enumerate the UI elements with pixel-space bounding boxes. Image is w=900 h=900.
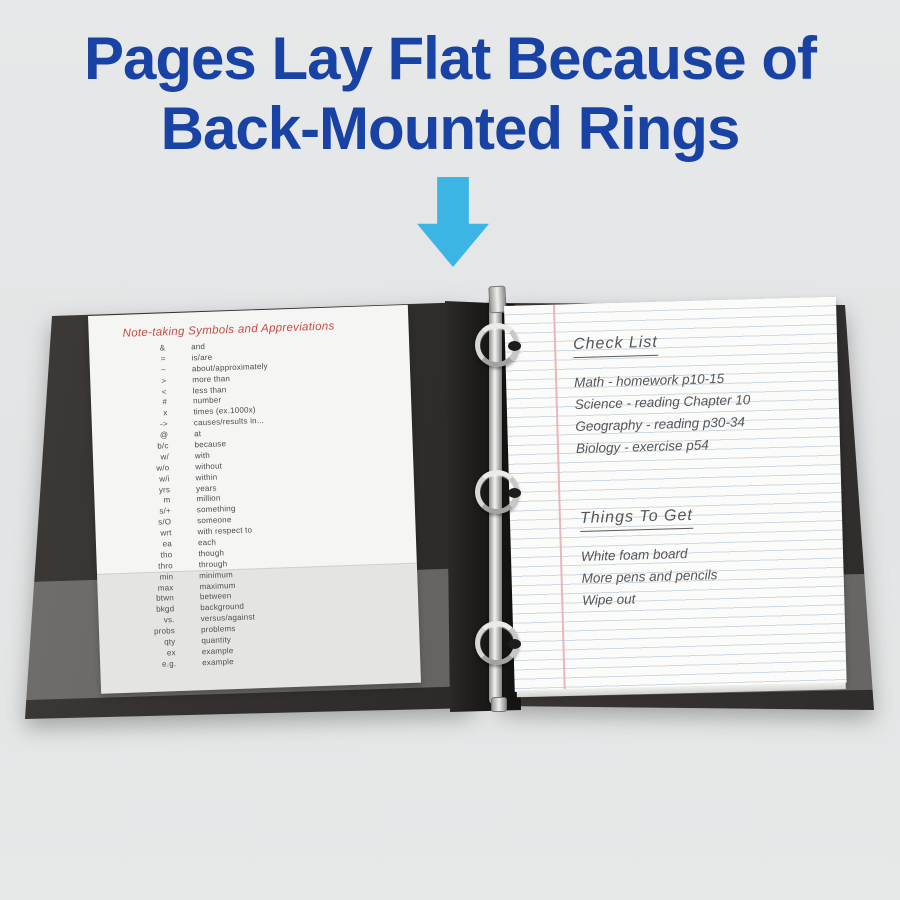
- symbol-abbreviation: bkgd: [155, 604, 175, 615]
- handwritten-item: White foam board: [580, 545, 688, 564]
- symbol-abbreviation: probs: [153, 626, 176, 637]
- symbol-meaning: each: [197, 537, 217, 548]
- symbol-abbreviation: qty: [163, 637, 176, 647]
- symbol-meaning: at: [194, 429, 202, 439]
- symbol-abbreviation: s/O: [158, 517, 172, 527]
- symbol-abbreviation: s/+: [159, 506, 172, 516]
- symbol-abbreviation: wrt: [160, 528, 172, 538]
- check-list-heading: Check List: [573, 334, 658, 358]
- symbol-meaning: something: [196, 504, 236, 515]
- symbol-meaning: less than: [192, 384, 227, 395]
- symbol-meaning: example: [202, 656, 234, 668]
- headline: [0, 24, 900, 164]
- check-list-items: [574, 367, 752, 460]
- things-to-get-heading: Things To Get: [580, 507, 693, 532]
- symbol-abbreviation: b/c: [157, 441, 169, 451]
- symbol-abbreviation: <: [161, 386, 167, 397]
- symbol-abbreviation: &: [159, 343, 166, 353]
- ring-hole-dot: [508, 639, 521, 649]
- symbol-meaning: someone: [197, 515, 232, 526]
- symbols-sheet: [88, 305, 421, 694]
- symbol-abbreviation: min: [159, 571, 174, 582]
- symbol-abbreviation: btwn: [156, 593, 175, 604]
- symbol-meaning: about/approximately: [191, 361, 268, 374]
- ring-hole-dot: [508, 488, 521, 498]
- symbol-abbreviation: #: [162, 397, 168, 407]
- symbol-meaning: through: [198, 559, 228, 570]
- symbol-meaning: within: [195, 472, 218, 483]
- binder-ring-middle: [475, 470, 519, 514]
- symbol-abbreviation: yrs: [158, 484, 171, 495]
- ring-hole-dot: [508, 341, 521, 351]
- symbol-meaning: with respect to: [197, 525, 253, 537]
- symbol-abbreviation: =: [160, 354, 166, 364]
- symbol-abbreviation: max: [157, 582, 174, 593]
- headline-line-1: Pages Lay Flat Because of: [84, 25, 816, 92]
- symbol-abbreviation: @: [159, 430, 169, 440]
- symbol-meaning: between: [199, 591, 232, 602]
- symbol-abbreviation: e.g.: [161, 658, 177, 669]
- symbol-abbreviation: w/o: [156, 463, 170, 473]
- handwritten-item: Science - reading Chapter 10: [574, 392, 751, 413]
- symbol-meaning: without: [195, 461, 223, 472]
- symbol-abbreviation: >: [161, 375, 167, 386]
- symbol-meaning: times (ex.1000x): [193, 405, 256, 417]
- ring-mechanism-bottom-tab: [491, 697, 507, 712]
- symbol-abbreviation: m: [163, 495, 171, 505]
- symbol-meaning: background: [200, 602, 245, 613]
- symbol-meaning: though: [198, 548, 225, 559]
- symbol-meaning: and: [190, 341, 206, 352]
- symbol-abbreviation: vs.: [163, 615, 175, 625]
- symbol-meaning: years: [195, 483, 217, 493]
- handwritten-item: Math - homework p10-15: [573, 370, 725, 391]
- notebook-paper: [504, 297, 847, 692]
- symbol-abbreviation: w/i: [159, 473, 170, 484]
- symbol-meaning: minimum: [198, 569, 234, 580]
- things-to-get-items: [581, 542, 719, 612]
- pocket-overlay-on-sheet: [97, 563, 421, 694]
- handwritten-item: Biology - exercise p54: [575, 437, 709, 457]
- symbol-meaning: causes/results in...: [193, 416, 265, 428]
- symbol-meaning: with: [194, 450, 211, 461]
- things-to-get-section: [580, 506, 719, 612]
- symbol-meaning: number: [192, 395, 222, 406]
- paper-margin-line: [553, 305, 566, 691]
- binder-ring-top: [475, 323, 519, 367]
- symbol-meaning: is/are: [191, 352, 213, 363]
- binder-ring-bottom: [475, 621, 519, 665]
- symbol-meaning: problems: [200, 624, 236, 635]
- symbol-abbreviation: ->: [159, 419, 168, 429]
- symbol-meaning: example: [201, 646, 234, 657]
- handwritten-item: More pens and pencils: [581, 567, 718, 586]
- symbol-abbreviation: tho: [160, 550, 173, 560]
- down-arrow-icon: [417, 177, 489, 267]
- symbol-meaning: versus/against: [200, 612, 256, 624]
- symbols-sheet-title: Note-taking Symbols and Appreviations: [122, 320, 335, 340]
- symbol-meaning: million: [196, 493, 221, 504]
- symbol-meaning: because: [194, 439, 227, 450]
- check-list-section: [573, 331, 752, 460]
- symbol-abbreviation: ex: [166, 648, 176, 658]
- symbol-abbreviation: ea: [162, 539, 173, 549]
- symbol-meaning: quantity: [201, 635, 232, 646]
- handwritten-item: Geography - reading p30-34: [575, 414, 746, 435]
- symbol-abbreviation: ~: [160, 365, 167, 375]
- symbol-abbreviation: w/: [160, 452, 170, 462]
- symbol-abbreviation: thro: [158, 561, 173, 571]
- symbol-meaning: maximum: [199, 580, 236, 591]
- symbol-meaning: more than: [192, 373, 231, 385]
- headline-line-2: Back-Mounted Rings: [160, 95, 740, 162]
- symbol-abbreviation: x: [163, 408, 168, 418]
- handwritten-item: Wipe out: [582, 591, 636, 608]
